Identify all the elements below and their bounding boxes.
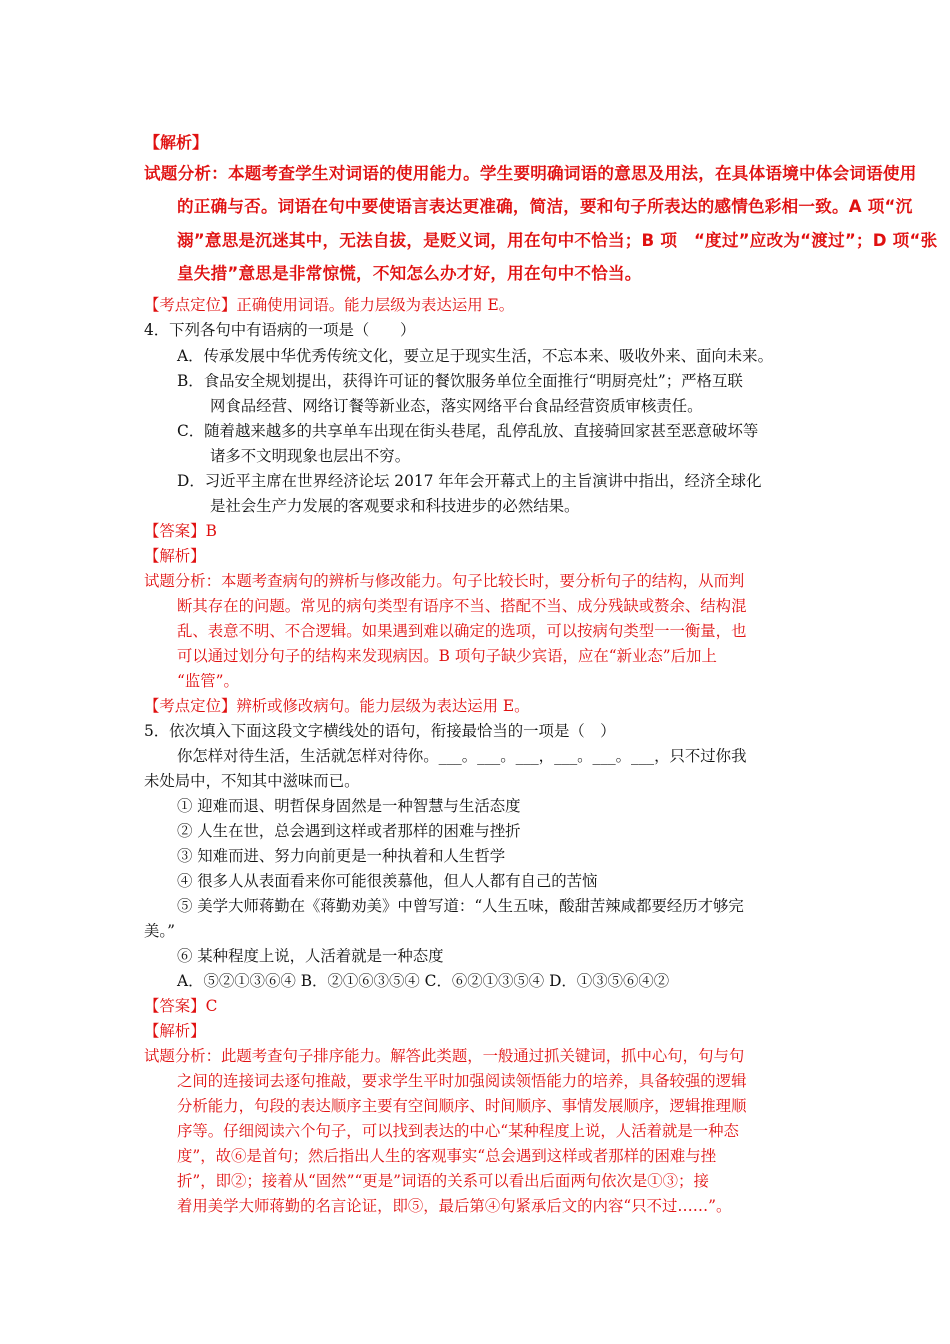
q5-answer-label: 【答案】	[144, 997, 206, 1015]
q4-option-b-cont: 网食品经营、网络订餐等新业态，落实网络平台食品经营资质审核责任。	[210, 397, 703, 415]
q4-option-b: B．食品安全规划提出，获得许可证的餐饮服务单位全面推行“明厨亮灶”；严格互联	[177, 372, 743, 390]
q5-choices: A．⑤②①③⑥④ B．②①⑥③⑤④ C．⑥②①③⑤④ D．①③⑤⑥④②	[177, 972, 670, 990]
q5-jiexi-label: 【解析】	[144, 1022, 206, 1040]
q4-kaodian-text: 辨析或修改病句。能力层级为表达运用 E。	[236, 697, 530, 715]
q5-item-5: ⑤ 美学大师蒋勤在《蒋勤劝美》中曾写道：“人生五味，酸甜苦辣咸都要经历才够完	[177, 897, 744, 915]
analysis-1-line-3: 溺”意思是沉迷其中，无法自拔，是贬义词，用在句中不恰当；B 项 “度过”应改为“渡过”；D 项“张	[177, 231, 938, 250]
q5-passage-line-1: 你怎样对待生活，生活就怎样对待你。___。___。___，___。___。___，只不过你我	[177, 747, 747, 765]
jiexi-label-1: 【解析】	[144, 133, 209, 152]
q5-analysis-line-7: 着用美学大师蒋勤的名言论证，即⑤，最后第④句紧承后文的内容“只不过……”。	[177, 1197, 732, 1215]
q4-kaodian-label: 【考点定位】	[144, 697, 237, 715]
analysis-1-line-1: 试题分析：本题考查学生对词语的使用能力。学生要明确词语的意思及用法，在具体语境中体会词语使用	[144, 164, 917, 183]
q5-analysis-line-2: 之间的连接词去逐句推敲，要求学生平时加强阅读领悟能力的培养，具备较强的逻辑	[177, 1072, 747, 1090]
q4-option-d-cont: 是社会生产力发展的客观要求和科技进步的必然结果。	[210, 497, 580, 515]
q4-option-c: C．随着越来越多的共享单车出现在街头巷尾，乱停乱放、直接骑回家甚至恶意破坏等	[177, 422, 759, 440]
question-5-stem: 5．依次填入下面这段文字横线处的语句，衔接最恰当的一项是（ ）	[144, 722, 616, 740]
q4-answer-value: B	[205, 522, 217, 540]
q5-item-5-cont: 美。”	[144, 922, 175, 940]
q5-answer	[144, 996, 217, 1016]
analysis-1-line-2: 的正确与否。词语在句中要使语言表达更准确，简洁，要和句子所表达的感情色彩相一致。A 项“沉	[177, 197, 913, 216]
q5-analysis-line-1: 试题分析：此题考查句子排序能力。解答此类题，一般通过抓关键词，抓中心句，句与句	[144, 1047, 745, 1065]
q4-analysis-line-1: 试题分析：本题考查病句的辨析与修改能力。句子比较长时，要分析句子的结构，从而判	[144, 572, 745, 590]
q5-item-4: ④ 很多人从表面看来你可能很羡慕他，但人人都有自己的苦恼	[177, 872, 598, 890]
q4-jiexi-label: 【解析】	[144, 547, 206, 565]
analysis-1-line-4: 皇失措”意思是非常惊慌，不知怎么办才好，用在句中不恰当。	[177, 264, 642, 283]
q4-answer	[144, 521, 217, 541]
q5-analysis-line-3: 分析能力，句段的表达顺序主要有空间顺序、时间顺序、事情发展顺序，逻辑推理顺	[177, 1097, 747, 1115]
q5-analysis-line-6: 折”，即②；接着从“固然”“更是”词语的关系可以看出后面两句依次是①③；接	[177, 1172, 709, 1190]
q4-option-c-cont: 诸多不文明现象也层出不穷。	[210, 447, 411, 465]
q4-option-d: D．习近平主席在世界经济论坛 2017 年年会开幕式上的主旨演讲中指出，经济全球化	[177, 472, 762, 490]
q4-analysis-line-2: 断其存在的问题。常见的病句类型有语序不当、搭配不当、成分残缺或赘余、结构混	[177, 597, 747, 615]
kaodian-label-1: 【考点定位】	[144, 296, 237, 314]
q5-analysis-line-5: 度”，故⑥是首句；然后指出人生的客观事实“总会遇到这样或者那样的困难与挫	[177, 1147, 717, 1165]
q4-answer-label: 【答案】	[144, 522, 206, 540]
q5-item-3: ③ 知难而进、努力向前更是一种执着和人生哲学	[177, 847, 506, 865]
question-4-stem: 4．下列各句中有语病的一项是（ ）	[144, 321, 416, 339]
q5-item-1: ① 迎难而退、明哲保身固然是一种智慧与生活态度	[177, 797, 521, 815]
q5-analysis-line-4: 序等。仔细阅读六个句子，可以找到表达的中心“某种程度上说，人活着就是一种态	[177, 1122, 739, 1140]
q5-item-6: ⑥ 某种程度上说，人活着就是一种态度	[177, 947, 444, 965]
q4-analysis-line-3: 乱、表意不明、不合逻辑。如果遇到难以确定的选项，可以按病句类型一一衡量，也	[177, 622, 747, 640]
q4-analysis-line-5: “监管”。	[177, 672, 239, 690]
q5-answer-value: C	[205, 997, 218, 1015]
q4-kaodian	[144, 696, 530, 716]
q5-passage-line-2: 未处局中，不知其中滋味而已。	[144, 772, 360, 790]
q4-analysis-line-4: 可以通过划分句子的结构来发现病因。B 项句子缺少宾语，应在“新业态”后加上	[177, 647, 717, 665]
q4-option-a: A．传承发展中华优秀传统文化，要立足于现实生活，不忘本来、吸收外来、面向未来。	[177, 347, 773, 365]
kaodian-1	[144, 295, 514, 315]
q5-item-2: ② 人生在世，总会遇到这样或者那样的困难与挫折	[177, 822, 521, 840]
kaodian-text-1: 正确使用词语。能力层级为表达运用 E。	[236, 296, 515, 314]
